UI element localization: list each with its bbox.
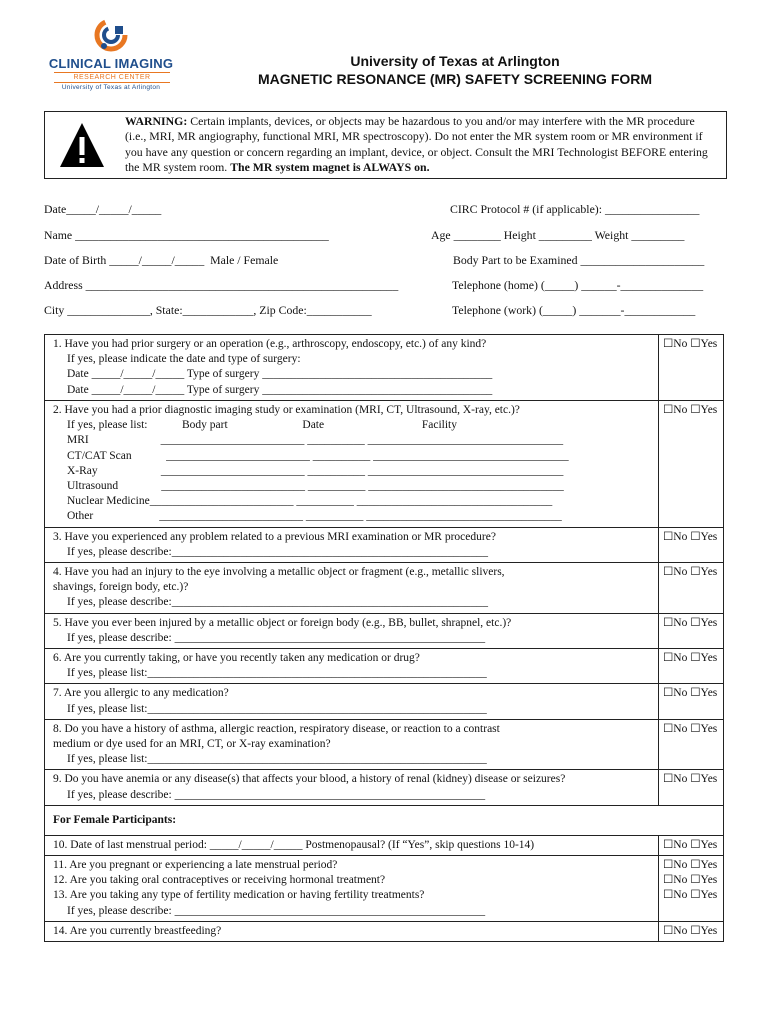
screening-questions-table xyxy=(44,334,724,942)
answer-checkboxes-11[interactable]: ☐No ☐Yes xyxy=(663,859,718,872)
imaging-entry-other[interactable]: Other _________________________ __________ __________________________________ xyxy=(67,510,562,523)
question-7 xyxy=(45,684,659,719)
describe-line[interactable]: If yes, please describe: ______________________________________________________ xyxy=(67,631,486,644)
age-height-weight-field[interactable]: Age ________ Height _________ Weight _________ xyxy=(431,228,685,242)
question-row-5 xyxy=(45,613,724,648)
warning-emphasis: The MR system magnet is ALWAYS on. xyxy=(230,159,430,174)
warning-icon xyxy=(57,120,107,170)
describe-line[interactable]: If yes, please describe: ______________________________________________________ xyxy=(67,788,486,801)
body-part-field[interactable]: Body Part to be Examined _____________________ xyxy=(453,253,705,267)
warning-box xyxy=(44,111,727,179)
question-text-cont: shavings, foreign body, etc.)? xyxy=(53,581,189,594)
question-text-cont: medium or dye used for an MRI, CT, or X-ray examination? xyxy=(53,738,331,751)
question-row-1 xyxy=(45,335,724,401)
question-10 xyxy=(45,835,659,855)
clinical-imaging-logo xyxy=(44,18,174,94)
question-text: 5. Have you ever been injured by a metallic object or foreign body (e.g., BB, bullet, shrapnel, etc.)? xyxy=(53,616,512,629)
question-row-7 xyxy=(45,684,724,719)
answer-checkboxes[interactable]: ☐No ☐Yes xyxy=(659,770,724,805)
question-6 xyxy=(45,649,659,684)
imaging-entry-xray[interactable]: X-Ray _________________________ __________ __________________________________ xyxy=(67,464,564,477)
answer-checkboxes[interactable]: ☐No ☐Yes xyxy=(659,719,724,770)
question-text: 9. Do you have anemia or any disease(s) that affects your blood, a history of renal (kidney) disease or seizures? xyxy=(53,773,566,786)
question-text: 7. Are you allergic to any medication? xyxy=(53,687,229,700)
question-4 xyxy=(45,563,659,614)
question-text: 6. Are you currently taking, or have you recently taken any medication or drug? xyxy=(53,652,420,665)
surgery-entry-1[interactable]: Date _____/_____/_____ Type of surgery ________________________________________ xyxy=(67,368,493,381)
answer-checkboxes[interactable]: ☐No ☐Yes xyxy=(659,563,724,614)
answer-checkboxes-13[interactable]: ☐No ☐Yes xyxy=(663,889,718,902)
question-row-6 xyxy=(45,649,724,684)
question-14 xyxy=(45,921,659,941)
question-5 xyxy=(45,613,659,648)
question-row-10 xyxy=(45,835,724,855)
female-header-row xyxy=(45,805,724,835)
imaging-entry-nuclear[interactable]: Nuclear Medicine_________________________ __________ __________________________________ xyxy=(67,495,553,508)
question-row-14 xyxy=(45,921,724,941)
city-state-zip-field[interactable]: City ______________, State:____________, Zip Code:___________ xyxy=(44,303,372,317)
question-text: 3. Have you experienced any problem related to a previous MRI examination or MR procedure? xyxy=(53,530,496,543)
imaging-entry-ultrasound[interactable]: Ultrasound _________________________ __________ __________________________________ xyxy=(67,480,564,493)
question-text: 4. Have you had an injury to the eye involving a metallic object or fragment (e.g., metallic slivers, xyxy=(53,566,505,579)
question-text[interactable]: 10. Date of last menstrual period: _____/_____/_____ Postmenopausal? (If “Yes”, skip questions 10-14) xyxy=(53,838,535,851)
surgery-entry-2[interactable]: Date _____/_____/_____ Type of surgery ________________________________________ xyxy=(67,383,493,396)
telephone-home-field[interactable]: Telephone (home) (_____) ______-______________ xyxy=(452,278,704,292)
question-row-9 xyxy=(45,770,724,805)
list-line[interactable]: If yes, please list:___________________________________________________________ xyxy=(67,753,487,766)
female-participants-header xyxy=(45,805,724,835)
list-line[interactable]: If yes, please list:___________________________________________________________ xyxy=(67,702,487,715)
address-field[interactable]: Address _____________________________________________________ xyxy=(44,278,399,292)
question-row-8 xyxy=(45,719,724,770)
answer-checkboxes[interactable]: ☐No ☐Yes xyxy=(659,649,724,684)
question-row-2 xyxy=(45,401,724,528)
form-title xyxy=(230,52,680,88)
question-sub: If yes, please indicate the date and type of surgery: xyxy=(67,353,301,366)
describe-line[interactable]: If yes, please describe: ______________________________________________________ xyxy=(67,904,486,917)
question-sub: If yes, please list: Body part Date Facility xyxy=(67,419,457,432)
describe-line[interactable]: If yes, please describe:_______________________________________________________ xyxy=(67,596,488,609)
logo-line-3: University of Texas at Arlington xyxy=(61,84,161,91)
question-text: 2. Have you had a prior diagnostic imaging study or examination (MRI, CT, Ultrasound, X-ray, etc.)? xyxy=(53,404,520,416)
logo-mark-icon xyxy=(94,18,128,58)
answer-checkboxes-group xyxy=(659,856,724,922)
list-line[interactable]: If yes, please list:___________________________________________________________ xyxy=(67,667,487,680)
questions-11-13 xyxy=(45,856,659,922)
question-text: 1. Have you had prior surgery or an operation (e.g., arthroscopy, endoscopy, etc.) of any kind? xyxy=(53,338,487,350)
answer-checkboxes-12[interactable]: ☐No ☐Yes xyxy=(663,874,718,887)
answer-checkboxes[interactable]: ☐No ☐Yes xyxy=(659,335,724,401)
answer-checkboxes[interactable]: ☐No ☐Yes xyxy=(659,684,724,719)
question-3 xyxy=(45,527,659,562)
answer-checkboxes[interactable]: ☐No ☐Yes xyxy=(659,401,724,528)
question-2 xyxy=(45,401,659,528)
question-row-3 xyxy=(45,527,724,562)
question-text: 8. Do you have a history of asthma, allergic reaction, respiratory disease, or reaction to a contrast xyxy=(53,722,500,735)
warning-body: Certain implants, devices, or objects may be hazardous to you and/or may interfere with the MR procedure (i.e., MRI, MR angiography, functional MRI, MR spectroscopy). Do not enter the MR system room or MR environment if you have any question or concern regarding an implant, device, or object. Consult the MRI Technologist BEFORE entering the MR system room. xyxy=(125,114,708,174)
title-university: University of Texas at Arlington xyxy=(350,53,560,69)
circ-protocol-field[interactable]: CIRC Protocol # (if applicable): ________________ xyxy=(450,202,700,216)
imaging-entry-ct[interactable]: CT/CAT Scan _________________________ __________ __________________________________ xyxy=(67,449,569,462)
logo-line-2: RESEARCH CENTER xyxy=(54,72,170,83)
warning-label: WARNING: xyxy=(125,114,188,128)
dob-sex-field[interactable]: Date of Birth _____/_____/_____ Male / Female xyxy=(44,253,279,267)
question-13-text: 13. Are you taking any type of fertility medication or having fertility treatments? xyxy=(53,889,425,902)
question-9 xyxy=(45,770,659,805)
telephone-work-field[interactable]: Telephone (work) (_____) _______-____________ xyxy=(452,303,696,317)
date-field[interactable]: Date_____/_____/_____ xyxy=(44,202,162,216)
warning-text xyxy=(125,114,715,175)
question-row-11-13 xyxy=(45,856,724,922)
name-field[interactable]: Name ___________________________________________ xyxy=(44,228,329,242)
question-text: 14. Are you currently breastfeeding? xyxy=(53,924,222,937)
question-11-text: 11. Are you pregnant or experiencing a late menstrual period? xyxy=(53,859,338,872)
question-8 xyxy=(45,719,659,770)
answer-checkboxes[interactable]: ☐No ☐Yes xyxy=(659,921,724,941)
female-header-text: For Female Participants: xyxy=(53,813,177,826)
answer-checkboxes[interactable]: ☐No ☐Yes xyxy=(659,835,724,855)
question-row-4 xyxy=(45,563,724,614)
imaging-entry-mri[interactable]: MRI _________________________ __________ __________________________________ xyxy=(67,434,564,447)
question-12-text: 12. Are you taking oral contraceptives or receiving hormonal treatment? xyxy=(53,874,386,887)
answer-checkboxes[interactable]: ☐No ☐Yes xyxy=(659,527,724,562)
title-form-name: MAGNETIC RESONANCE (MR) SAFETY SCREENING FORM xyxy=(257,71,653,87)
describe-line[interactable]: If yes, please describe:_______________________________________________________ xyxy=(67,545,488,558)
logo-line-1: CLINICAL IMAGING xyxy=(48,56,174,71)
question-1 xyxy=(45,335,659,401)
answer-checkboxes[interactable]: ☐No ☐Yes xyxy=(659,613,724,648)
